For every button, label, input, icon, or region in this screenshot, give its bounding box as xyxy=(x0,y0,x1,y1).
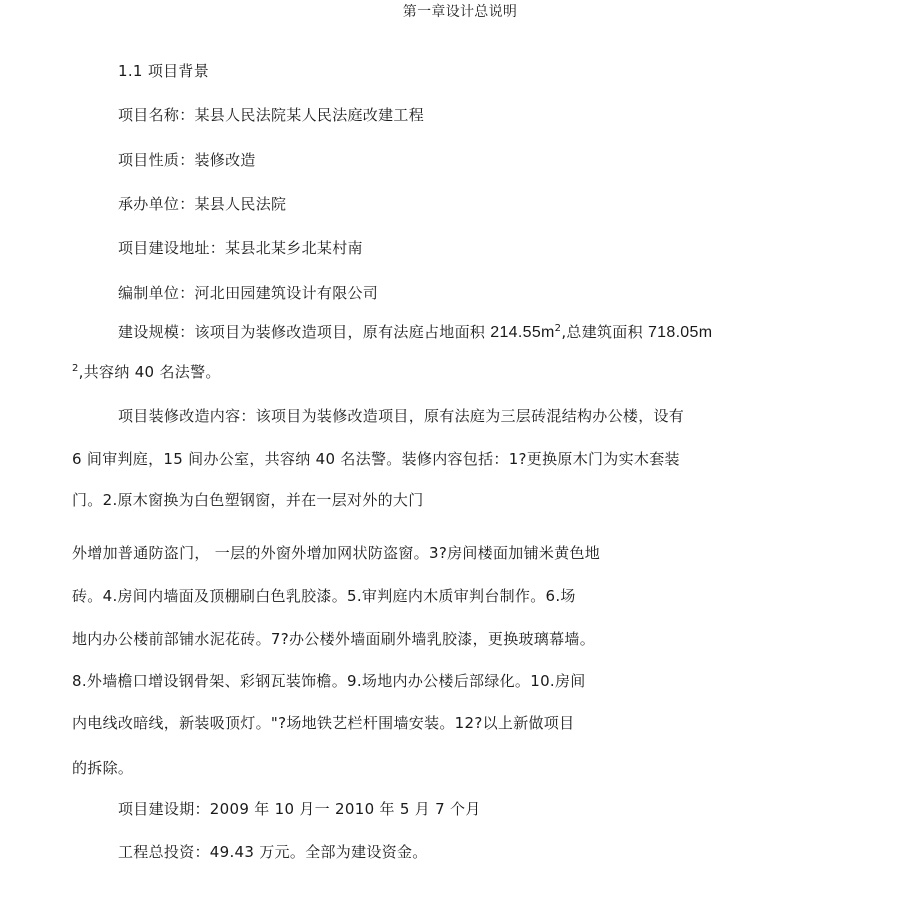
content-line-7: 8.外墙檐口增设钢骨架、彩钢瓦装饰檐。9.场地内办公楼后部绿化。10.房间 xyxy=(72,672,586,690)
compiler-unit: 编制单位：河北田园建筑设计有限公司 xyxy=(118,284,379,302)
section-heading: 1.1 项目背景 xyxy=(118,62,210,80)
project-nature: 项目性质：装修改造 xyxy=(118,151,256,169)
content-line-6: 地内办公楼前部铺水泥花砖。7?办公楼外墙面刷外墙乳胶漆，更换玻璃幕墙。 xyxy=(72,630,596,648)
scale-sup-2: 2 xyxy=(72,363,79,374)
content-line-5: 砖。4.房间内墙面及顶棚刷白色乳胶漆。5.审判庭内木质审判台制作。6.场 xyxy=(72,587,576,605)
scale-suffix: ,共容纳 40 名法警。 xyxy=(78,363,221,381)
project-name: 项目名称：某县人民法院某人民法庭改建工程 xyxy=(118,106,425,124)
site-address: 项目建设地址：某县北某乡北某村南 xyxy=(118,239,363,257)
construction-period: 项目建设期：2009 年 10 月一 2010 年 5 月 7 个月 xyxy=(118,800,481,818)
content-line-8: 内电线改暗线，新装吸顶灯。"?场地铁艺栏杆围墙安装。12?以上新做项目 xyxy=(72,714,575,732)
scale-area-land: 214.55m xyxy=(490,324,555,341)
scale-sup-1: 2 xyxy=(554,323,562,334)
chapter-title: 第一章设计总说明 xyxy=(402,4,518,20)
host-unit: 承办单位：某县人民法院 xyxy=(118,195,287,213)
scale-prefix: 建设规模：该项目为装修改造项目，原有法庭占地面积 xyxy=(118,323,491,341)
content-line-4: 外增加普通防盗门， 一层的外窗外增加网状防盗窗。3?房间楼面加铺米黄色地 xyxy=(72,544,601,562)
scale-area-build: 718.05m xyxy=(647,324,713,341)
content-line-2: 6 间审判庭，15 间办公室，共容纳 40 名法警。装修内容包括：1?更换原木门为实木套装 xyxy=(72,450,680,468)
content-line-9: 的拆除。 xyxy=(72,759,134,777)
scale-mid: ,总建筑面积 xyxy=(561,323,648,341)
content-line-1: 项目装修改造内容：该项目为装修改造项目，原有法庭为三层砖混结构办公楼，设有 xyxy=(118,407,685,425)
content-line-3: 门。2.原木窗换为白色塑钢窗，并在一层对外的大门 xyxy=(72,491,424,509)
total-investment: 工程总投资：49.43 万元。全部为建设资金。 xyxy=(118,843,428,861)
scale-line-1 xyxy=(118,322,712,343)
scale-line-2 xyxy=(72,362,221,382)
